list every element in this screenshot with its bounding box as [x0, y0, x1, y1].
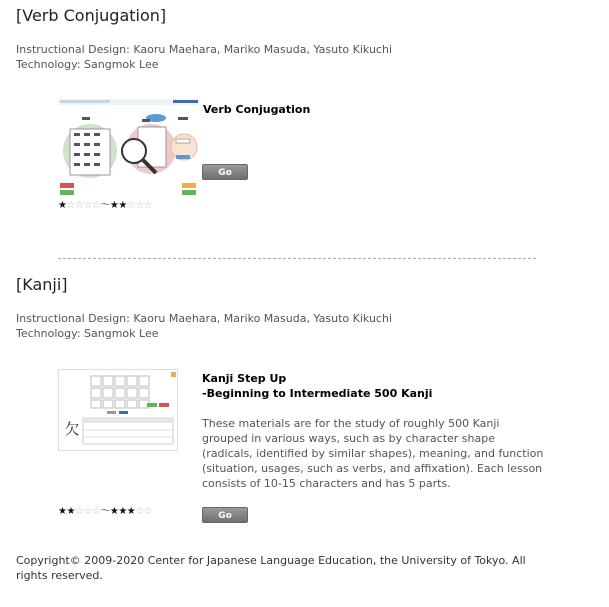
- empty-star-icon: ☆: [135, 200, 144, 211]
- empty-star-icon: ☆: [91, 200, 101, 211]
- kanji-step-up-thumbnail[interactable]: [58, 369, 178, 451]
- rating-range-separator: ～: [100, 506, 110, 517]
- empty-star-icon: ☆: [83, 200, 92, 211]
- filled-star-icon: ★: [58, 200, 67, 211]
- filled-star-icon: ★: [118, 200, 127, 211]
- empty-star-icon: ☆: [74, 506, 84, 517]
- credits-kanji: [16, 311, 392, 341]
- technology-credit: Technology: Sangmok Lee: [16, 327, 159, 340]
- verb-difficulty-rating: [58, 196, 152, 211]
- verb-go-button[interactable]: Go: [202, 164, 248, 180]
- section-divider: [58, 258, 536, 259]
- credits-verb: [16, 42, 392, 72]
- empty-star-icon: ☆: [91, 506, 101, 517]
- kanji-thumbnail-character: 欠: [64, 420, 80, 438]
- section-title-verb: [Verb Conjugation]: [16, 6, 167, 25]
- filled-star-icon: ★: [58, 506, 67, 517]
- empty-star-icon: ☆: [143, 506, 153, 517]
- empty-star-icon: ☆: [135, 506, 144, 517]
- verb-conjugation-title[interactable]: Verb Conjugation: [203, 103, 311, 116]
- empty-star-icon: ☆: [83, 506, 92, 517]
- instructional-design-credit: Instructional Design: Kaoru Maehara, Mariko Masuda, Yasuto Kikuchi: [16, 43, 392, 56]
- empty-star-icon: ☆: [143, 200, 153, 211]
- instructional-design-credit: Instructional Design: Kaoru Maehara, Mariko Masuda, Yasuto Kikuchi: [16, 312, 392, 325]
- kanji-title-line1: Kanji Step Up: [202, 372, 287, 385]
- filled-star-icon: ★: [109, 506, 119, 517]
- verb-conjugation-thumbnail[interactable]: [58, 99, 198, 196]
- empty-star-icon: ☆: [126, 200, 136, 211]
- kanji-go-button[interactable]: Go: [202, 507, 248, 523]
- empty-star-icon: ☆: [74, 200, 84, 211]
- rating-range-separator: ～: [100, 200, 110, 211]
- kanji-description: These materials are for the study of roughly 500 Kanji grouped in various ways, such as by character shape (radicals, identified by similar shapes), meaning, and function (situation, usages, such as verbs, and affixation). Each lesson consists of 10-15 characters and has 5 parts.: [202, 417, 544, 490]
- verb-thumbnail-illustration: [58, 99, 198, 196]
- filled-star-icon: ★: [118, 506, 127, 517]
- filled-star-icon: ★: [126, 506, 136, 517]
- kanji-difficulty-rating: [58, 502, 152, 517]
- filled-star-icon: ★: [109, 200, 119, 211]
- copyright-footer: Copyright© 2009-2020 Center for Japanese Language Education, the University of Tokyo. All rights reserved.: [16, 554, 526, 582]
- empty-star-icon: ☆: [66, 200, 75, 211]
- kanji-title-line2: -Beginning to Intermediate 500 Kanji: [202, 387, 433, 400]
- filled-star-icon: ★: [66, 506, 75, 517]
- kanji-step-up-title[interactable]: [202, 371, 542, 401]
- technology-credit: Technology: Sangmok Lee: [16, 58, 159, 71]
- section-title-kanji: [Kanji]: [16, 275, 68, 294]
